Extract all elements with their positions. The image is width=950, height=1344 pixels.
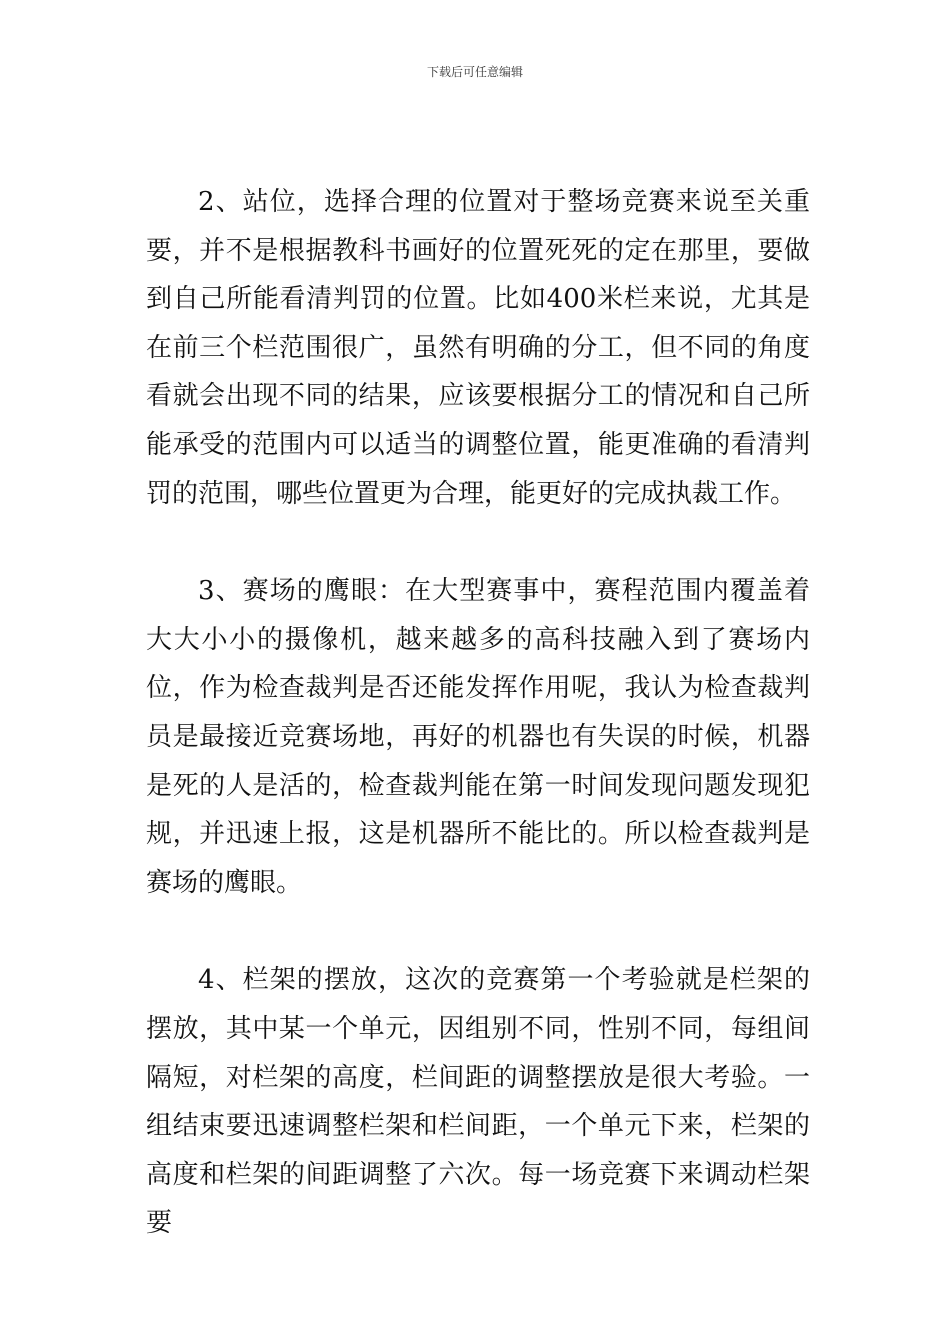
- page-header: 下载后可任意编辑: [426, 65, 523, 79]
- paragraph-4-hurdle-placement: 4、栏架的摆放，这次的竞赛第一个考验就是栏架的摆放，其中某一个单元，因组别不同，性别不同，每组间隔短，对栏架的高度，栏间距的调整摆放是很大考验。一组结束要迅速调整栏架和栏间距，一个单元下来，栏架的高度和栏架的间距调整了六次。每一场竞赛下来调动栏架要: [146, 965, 810, 1239]
- document-body: [146, 178, 810, 1248]
- paragraph-2-positioning: 2、站位，选择合理的位置对于整场竞赛来说至关重要，并不是根据教科书画好的位置死死的定在那里，要做到自己所能看清判罚的位置。比如400米栏来说，尤其是在前三个栏范围很广，虽然有明确的分工，但不同的角度看就会出现不同的结果，应该要根据分工的情况和自己所能承受的范围内可以适当的调整位置，能更准确的看清判罚的范围，哪些位置更为合理，能更好的完成执裁工作。: [146, 187, 810, 509]
- paragraph-3-hawk-eye: 3、赛场的鹰眼：在大型赛事中，赛程范围内覆盖着大大小小的摄像机，越来越多的高科技融入到了赛场内位，作为检查裁判是否还能发挥作用呢，我认为检查裁判员是最接近竞赛场地，再好的机器也有失误的时候，机器是死的人是活的，检查裁判能在第一时间发现问题发现犯规，并迅速上报，这是机器所不能比的。所以检查裁判是赛场的鹰眼。: [146, 576, 810, 898]
